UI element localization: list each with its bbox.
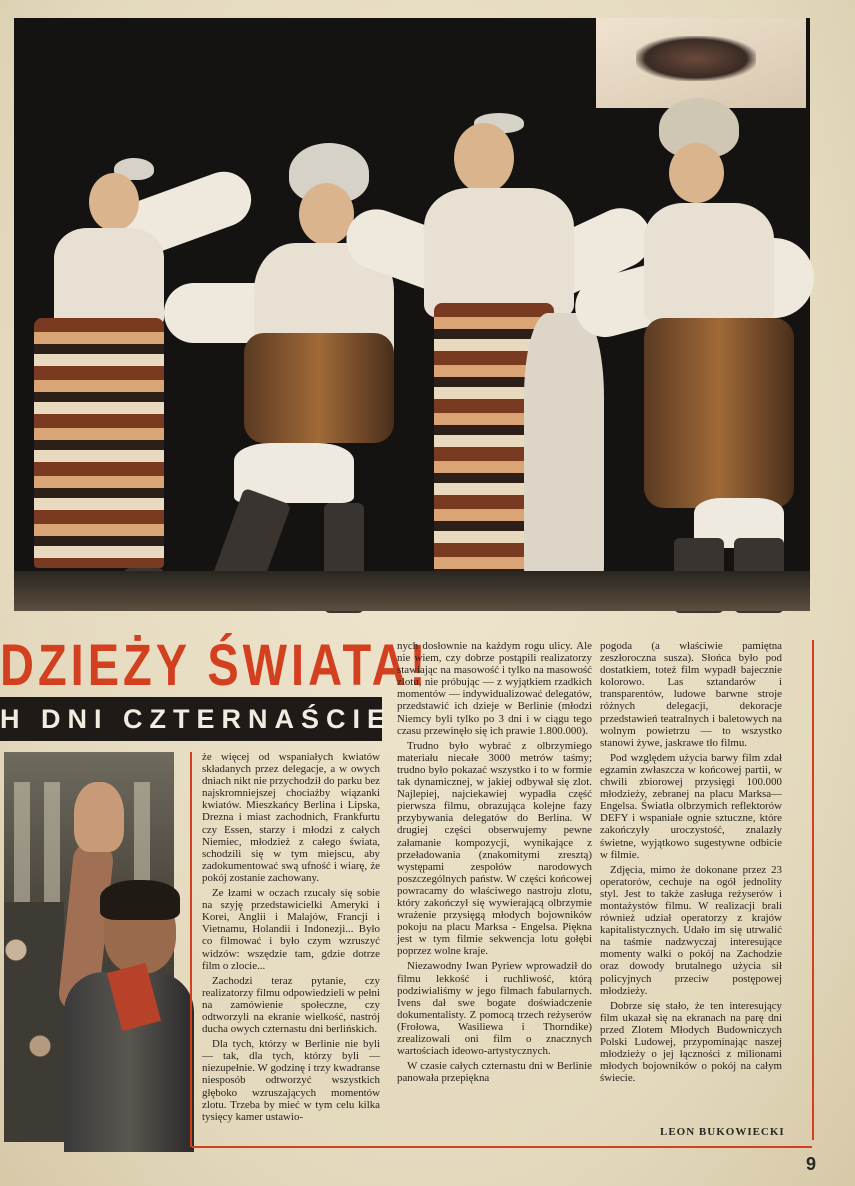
red-rule-left (190, 752, 192, 1147)
paragraph: że więcej od wspaniałych kwiatów składanych przez delegacje, a w owych dniach nikt nie przychodził do parku bez najskromniejszej chociażby wiązanki kwiatów. Mieszkańcy Berlina i Lipska, Drezna i miast zachodnich, Frankfurtu czy Essen, starzy i młodzi z całych Niemiec, młodzież z całego świata, schodzili się w tym miejscu, aby zadokumentować swą ufność i wiarę, że pokój zostanie zachowany. (202, 751, 380, 884)
red-rule-bottom (192, 1146, 812, 1148)
man-hair (100, 880, 180, 920)
dancer-figure (574, 98, 810, 613)
paragraph: Zachodzi teraz pytanie, czy realizatorzy filmu odpowiedzieli w pełni na zamówienie społeczne, czy odtworzyli na ekranie wielkość, nastrój ducha owych czternastu dni berlińskich. (202, 974, 380, 1036)
article-column-2 (397, 640, 592, 1087)
dancers-photo (14, 18, 810, 611)
paragraph: Dobrze się stało, że ten interesujący film ukazał się na ekranach na parę dni przed Zlotem Młodych Budowniczych Polski Ludowej, przypominając naszej młodzieży o jej łączności z milionami młodych bojowników o pokój na całym świecie. (600, 999, 782, 1085)
paragraph: Niezawodny Iwan Pyriew wprowadził do filmu lekkość i ruchliwość, którą podziwialiśmy w jego filmach fabularnych. Ivens dał swe bogate doświadczenie dokumentalisty. Z pomocą trzech reżyserów (Frołowa, Wasiliewa i Thorndike) zrealizowali oni film o znacznych wartościach ideowo-artystycznych. (397, 960, 592, 1058)
paragraph: Dla tych, którzy w Berlinie nie byli — tak, dla tych, którzy byli — niezupełnie. W godzinę i trzy kwadranse niesposób odtworzyć wszystkich głęboko wzruszających momentów zlotu. Trzeba by mieć w tym celu kilka tysięcy kamer ustawio- (202, 1038, 380, 1123)
crowd-background (4, 902, 64, 1142)
page-number: 9 (806, 1154, 817, 1174)
paragraph: W czasie całych czternastu dni w Berlinie panowała przepiękna (397, 1060, 592, 1085)
raised-hand (74, 782, 124, 852)
paragraph: Zdjęcia, mimo że dokonane przez 23 operatorów, cechuje na ogół jednolity styl. Jest to także zasługa reżyserów i montażystów filmu. W realizacji brali również udział operatorzy z krajów kapitalistycznych. Udało im się utrwalić na taśmie nadzwyczaj interesujące momenty walki o pokój na Zachodzie oraz dowody brutalnego użycia sił policyjnych przeciw postępowej młodzieży. (600, 863, 782, 997)
page-subheading: H DNI CZTERNAŚCIE (0, 697, 382, 741)
crowd-photo (4, 752, 174, 1140)
author-byline: LEON BUKOWIECKI (660, 1126, 785, 1138)
paragraph: Trudno było wybrać z olbrzymiego materiału niecałe 3000 metrów taśmy; trudno było pokazać wszystko i to w formie tak dynamicznej, w jakiej odbywał się zlot. Najlepiej, najciekawiej wypadła część pierwsza filmu, obrazująca kolejne fazy przybywania delegatów do Berlina. W drugiej części obserwujemy pewne załamanie kompozycji, wynikające z przeładowania (znakomitymi zresztą) występami zespołów narodowych poszczególnych państw. W części końcowej powracamy do właściwego nastroju zlotu, który zakończył się wywierającą olbrzymie wrażenie przysięgą młodych bojowników pokoju na placu Marksa - Engelsa. Piękna jest w tym filmie sekwencja lotu gołębi poprzez wolne kraje. (397, 739, 592, 958)
stage-floor (14, 571, 810, 611)
red-rule-right (812, 640, 814, 1140)
article-column-1 (202, 751, 380, 1126)
paragraph: pogoda (a właściwie pamiętna zeszłoroczna susza). Słońca było pod dostatkiem, toteż film wypadł bajecznie kolorowo. Las sztandarów i transparentów, ludowe barwne stroje różnych delegacji, dekoracje przedstawień teatralnych i baletowych na wolnym powietrzu — to wszystko stanowi żywe, jaskrawe tło filmu. (600, 640, 782, 749)
paragraph: Pod względem użycia barwy film zdał egzamin zwłaszcza w końcowej partii, w chwili zbiorowej przysięgi 100.000 młodzieży, zebranej na placu Marksa—Engelsa. Światła olbrzymich reflektorów DEFY i wspaniałe ognie sztuczne, które zakończyły uroczystość, znalazły świetne, wyjątkowo sugestywne odbicie w filmie. (600, 751, 782, 861)
paragraph: nych dosłownie na każdym rogu ulicy. Ale nie wiem, czy dobrze postąpili realizatorzy stawiając na masowość i tylko na masowość zlotu, nie próbując — z wyjątkiem rzadkich momentów — indywidualizować delegatów, przedstawić ich dzieje w Berlinie (młodzi Niemcy byli tylko po 3 dni i w ciągu tego czasu przewinęło się ich prawie 1.800.000). (397, 640, 592, 737)
article-column-3 (600, 640, 782, 1087)
page-headline: DZIEŻY ŚWIATA! (0, 631, 430, 698)
background-banner (596, 18, 806, 108)
paragraph: Ze łzami w oczach rzucały się sobie na szyję przedstawicielki Ameryki i Korei, Anglii i Malajów, Francji i Vietnamu, Holandii i Indonezji... Było co filmować i było czym wzruszyć widzów: wszędzie tam, gdzie dotrze film o zlocie... (202, 887, 380, 972)
